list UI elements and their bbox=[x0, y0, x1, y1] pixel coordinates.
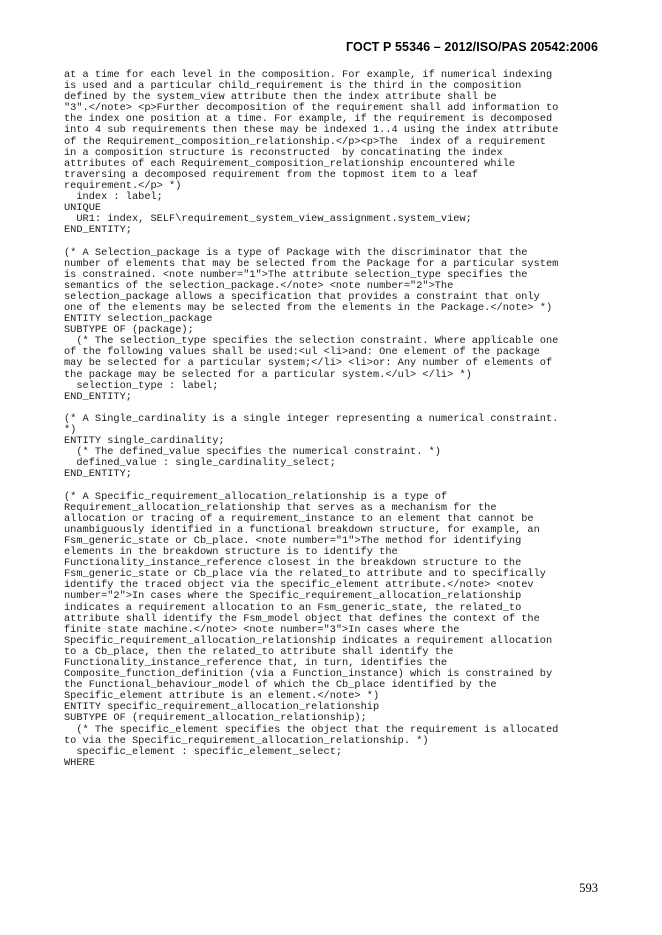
code-line: (* The defined_value specifies the numerical constraint. *) bbox=[64, 446, 441, 459]
code-line: selection_type : label; bbox=[64, 379, 219, 392]
code-line: number="2">In cases where the Specific_requirement_allocation_relationship bbox=[64, 590, 522, 603]
code-line: attributes of each Requirement_composition_relationship encountered while bbox=[64, 157, 516, 170]
code-line: the Functional_behaviour_model of which the Cb_place identified by the bbox=[64, 679, 497, 692]
code-line: END_ENTITY; bbox=[64, 224, 132, 237]
code-line: Fsm_generic_state or Cb_place. <note number="1">The method for identifying bbox=[64, 534, 522, 547]
code-line: defined_value : single_cardinality_select; bbox=[64, 457, 336, 470]
code-line: Functionality_instance_reference that, in turn, identifies the bbox=[64, 656, 448, 669]
code-line: Fsm_generic_state or Cb_place via the related_to attribute and to specifically bbox=[64, 568, 546, 581]
code-line bbox=[64, 236, 604, 247]
code-line: specific_element : specific_element_select; bbox=[64, 745, 343, 758]
code-line: one of the elements may be selected from the elements in the Package.</note> *) bbox=[64, 301, 553, 314]
code-line: unambiguously identified in a functional breakdown structure, for example, an bbox=[64, 523, 540, 536]
code-line: the package may be selected for a particular system.</ul> </li> *) bbox=[64, 368, 472, 381]
code-line bbox=[64, 480, 604, 491]
code-line: semantics of the selection_package.</note> <note number="2">The bbox=[64, 279, 454, 292]
code-line: END_ENTITY; bbox=[64, 468, 132, 481]
page-number: 593 bbox=[579, 881, 598, 895]
code-line: (* A Specific_requirement_allocation_relationship is a type of bbox=[64, 490, 448, 503]
code-line: in a composition structure is reconstructed by concatinating the index bbox=[64, 146, 503, 159]
document-header: ГОСТ Р 55346 – 2012/ISO/PAS 20542:2006 bbox=[346, 40, 598, 54]
code-line: Specific_requirement_allocation_relationship indicates a requirement allocation bbox=[64, 634, 553, 647]
code-line: into 4 sub requirements then these may be indexed 1..4 using the index attribute bbox=[64, 124, 559, 137]
code-line: *) bbox=[64, 424, 77, 436]
code-line: SUBTYPE OF (package); bbox=[64, 324, 194, 337]
code-line: allocation or tracing of a requirement_instance to an element that cannot be bbox=[64, 512, 534, 525]
code-line: elements in the breakdown structure is to identify the bbox=[64, 546, 398, 559]
code-line: UNIQUE bbox=[64, 202, 102, 215]
code-line: the index one position at a time. For example, if the requirement is decomposed bbox=[64, 113, 553, 126]
code-line: "3".</note> <p>Further decomposition of the requirement shall add information to bbox=[64, 102, 559, 115]
code-line: may be selected for a particular system;</li> <li>or: Any number of elements of bbox=[64, 357, 553, 370]
code-line: (* A Selection_package is a type of Package with the discriminator that the bbox=[64, 246, 528, 259]
code-line: number of elements that may be selected from the Package for a particular system bbox=[64, 257, 559, 270]
code-line: index : label; bbox=[64, 191, 163, 204]
code-line: Specific_element attribute is an element.</note> *) bbox=[64, 690, 380, 703]
code-line: traversing a decomposed requirement from the topmost item to a leaf bbox=[64, 168, 479, 181]
code-line: UR1: index, SELF\requirement_system_view_assignment.system_view; bbox=[64, 213, 472, 226]
code-line: WHERE bbox=[64, 756, 95, 769]
code-line: Requirement_allocation_relationship that serves as a mechanism for the bbox=[64, 501, 497, 514]
code-line: attribute shall identify the Fsm_model object that defines the context of the bbox=[64, 612, 540, 625]
code-line: to via the Specific_requirement_allocation_relationship. *) bbox=[64, 734, 429, 747]
code-line: indicates a requirement allocation to an Fsm_generic_state, the related_to bbox=[64, 601, 522, 614]
code-line: (* The specific_element specifies the object that the requirement is allocated bbox=[64, 723, 559, 736]
code-line: finite state machine.</note> <note number="3">In cases where the bbox=[64, 623, 460, 636]
code-line: of the Requirement_composition_relationship.</p><p>The index of a requirement bbox=[64, 135, 546, 148]
code-line: is used and a particular child_requirement is the third in the composition bbox=[64, 80, 522, 93]
code-line: (* A Single_cardinality is a single integer representing a numerical constraint. bbox=[64, 412, 559, 425]
code-line: selection_package allows a specification that provides a constraint that only bbox=[64, 290, 540, 303]
code-line: ENTITY specific_requirement_allocation_relationship bbox=[64, 701, 380, 714]
code-line: at a time for each level in the composition. For example, if numerical indexing bbox=[64, 69, 553, 81]
code-line: ENTITY single_cardinality; bbox=[64, 435, 225, 448]
code-line: ENTITY selection_package bbox=[64, 313, 213, 326]
code-line: to a Cb_place, then the related_to attribute shall identify the bbox=[64, 645, 454, 658]
express-code-listing bbox=[64, 70, 604, 769]
code-line: defined by the system_view attribute then the index attribute shall be bbox=[64, 91, 497, 104]
code-line: identify the traced object via the specific_element attribute.</note> <notev bbox=[64, 579, 534, 592]
code-line: of the following values shall be used:<ul <li>and: One element of the package bbox=[64, 346, 540, 359]
code-line: END_ENTITY; bbox=[64, 390, 132, 403]
code-line: is constrained. <note number="1">The attribute selection_type specifies the bbox=[64, 268, 528, 281]
code-line: requirement.</p> *) bbox=[64, 179, 182, 192]
code-line: Functionality_instance_reference closest in the breakdown structure to the bbox=[64, 557, 522, 570]
code-line: Composite_function_definition (via a Function_instance) which is constrained by bbox=[64, 668, 553, 681]
code-line: SUBTYPE OF (requirement_allocation_relationship); bbox=[64, 712, 367, 725]
code-line: (* The selection_type specifies the selection constraint. Where applicable one bbox=[64, 335, 559, 348]
